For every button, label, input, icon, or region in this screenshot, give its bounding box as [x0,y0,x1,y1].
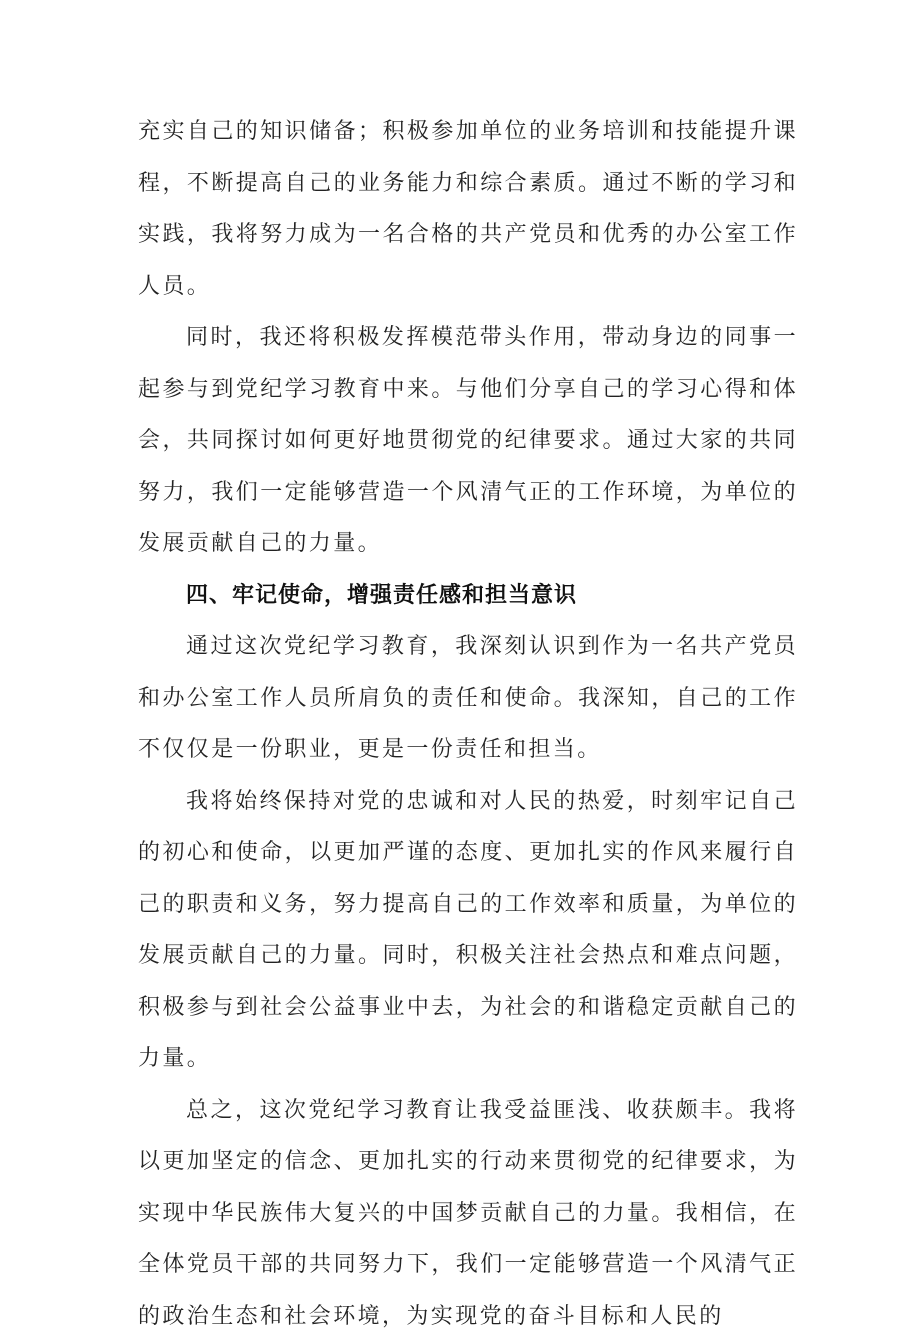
paragraph-responsibility: 通过这次党纪学习教育，我深刻认识到作为一名共产党员和办公室工作人员所肩负的责任和使命。我深知，自己的工作不仅仅是一份职业，更是一份责任和担当。 [138,621,798,776]
paragraph-commitment: 我将始终保持对党的忠诚和对人民的热爱，时刻牢记自己的初心和使命，以更加严谨的态度、更加扎实的作风来履行自己的职责和义务，努力提高自己的工作效率和质量，为单位的发展贡献自己的力量。同时，积极关注社会热点和难点问题，积极参与到社会公益事业中去，为社会的和谐稳定贡献自己的力量。 [138,776,798,1085]
section-heading: 四、牢记使命，增强责任感和担当意识 [138,570,798,622]
paragraph-continuation: 充实自己的知识储备；积极参加单位的业务培训和技能提升课程，不断提高自己的业务能力和综合素质。通过不断的学习和实践，我将努力成为一名合格的共产党员和优秀的办公室工作人员。 [138,106,798,312]
document-body [138,106,798,1342]
paragraph-conclusion: 总之，这次党纪学习教育让我受益匪浅、收获颇丰。我将以更加坚定的信念、更加扎实的行动来贯彻党的纪律要求，为实现中华民族伟大复兴的中国梦贡献自己的力量。我相信，在全体党员干部的共同努力下，我们一定能够营造一个风清气正的政治生态和社会环境，为实现党的奋斗目标和人民的 [138,1085,798,1342]
paragraph-role-model: 同时，我还将积极发挥模范带头作用，带动身边的同事一起参与到党纪学习教育中来。与他们分享自己的学习心得和体会，共同探讨如何更好地贯彻党的纪律要求。通过大家的共同努力，我们一定能够营造一个风清气正的工作环境，为单位的发展贡献自己的力量。 [138,312,798,570]
